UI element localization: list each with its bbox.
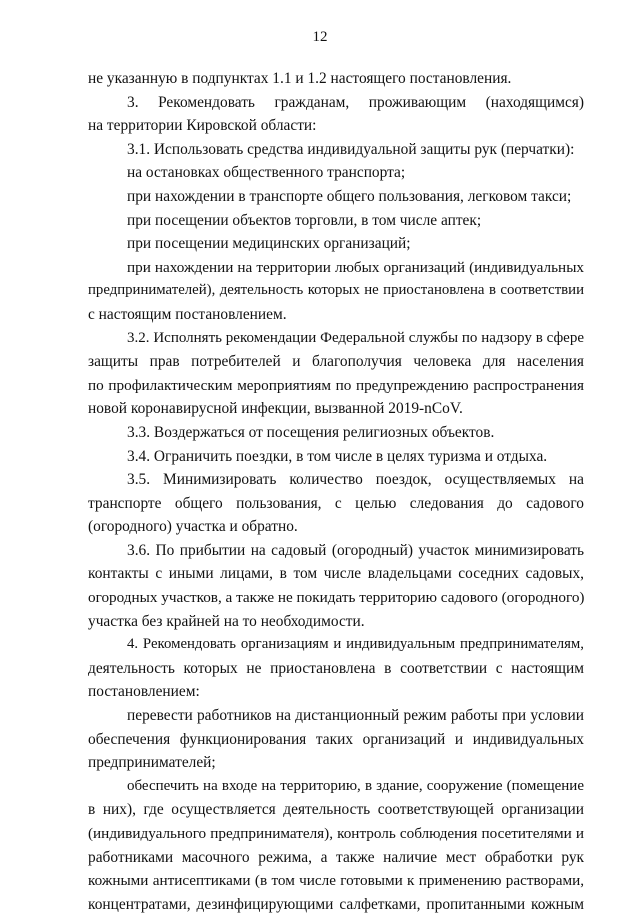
text-line: в них), где осуществляется деятельность соответствующей организации [88,801,584,819]
document-body [88,67,584,916]
text-line: работниками масочного режима, а также наличие мест обработки рук [88,848,584,866]
text-line: деятельность которых не приостановлена в соответствии с настоящим [88,659,584,677]
text-line: обеспечения функционирования таких организаций и индивидуальных [88,730,584,748]
text-line: предпринимателей; [88,754,216,772]
text-line: транспорте общего пользования, с целью следования до садового [88,494,584,512]
text-line: по профилактическим мероприятиям по предупреждению распространения [88,376,584,394]
text-line: при посещении объектов торговли, в том числе аптек; [127,211,482,229]
text-line: при нахождении в транспорте общего пользования, легковом такси; [127,187,572,205]
text-line: 4. Рекомендовать организациям и индивидуальным предпринимателям, [127,636,584,653]
text-line: 3.1. Использовать средства индивидуальной защиты рук (перчатки): [127,140,575,158]
text-line: защиты прав потребителей и благополучия человека для населения [88,353,584,371]
text-line: не указанную в подпунктах 1.1 и 1.2 настоящего постановления. [88,70,512,87]
text-line: 3.3. Воздержаться от посещения религиозных объектов. [127,423,495,441]
page-number: 12 [312,29,328,45]
text-line: на остановках общественного транспорта; [127,164,406,182]
text-line: участка без крайней на то необходимости. [88,612,365,630]
text-line: огородных участков, а также не покидать территорию садового (огородного) [88,589,585,607]
text-line: при посещении медицинских организаций; [127,235,411,253]
text-line: 3.5. Минимизировать количество поездок, осуществляемых на [127,471,584,489]
text-line: 3.2. Исполнять рекомендации Федеральной службы по надзору в сфере [127,329,584,346]
text-line: 3.4. Ограничить поездки, в том числе в целях туризма и отдыха. [127,447,548,465]
text-line: предпринимателей), деятельность которых не приостановлена в соответствии [88,282,584,299]
text-line: (огородного) участка и обратно. [88,518,298,536]
text-line: на территории Кировской области: [88,117,317,135]
text-line: обеспечить на входе на территорию, в здание, сооружение (помещение [127,777,584,794]
text-line: с настоящим постановлением. [88,305,287,323]
text-line: новой коронавирусной инфекции, вызванной 2019-nCoV. [88,400,463,418]
text-line: при нахождении на территории любых организаций (индивидуальных [127,258,584,276]
text-line: постановлением: [88,683,200,701]
text-line: концентратами, дезинфицирующими салфетками, пропитанными кожным [88,895,584,913]
text-line: 3. Рекомендовать гражданам, проживающим (находящимся) [127,93,584,111]
text-line: перевести работников на дистанционный режим работы при условии [127,707,584,725]
text-line: контакты с иными лицами, в том числе владельцами соседних садовых, [88,565,584,583]
text-line: 3.6. По прибытии на садовый (огородный) участок минимизировать [127,541,584,559]
text-line: (индивидуального предпринимателя), контроль соблюдения посетителями и [88,825,584,842]
text-line: кожными антисептиками (в том числе готовыми к применению растворами, [88,872,584,890]
